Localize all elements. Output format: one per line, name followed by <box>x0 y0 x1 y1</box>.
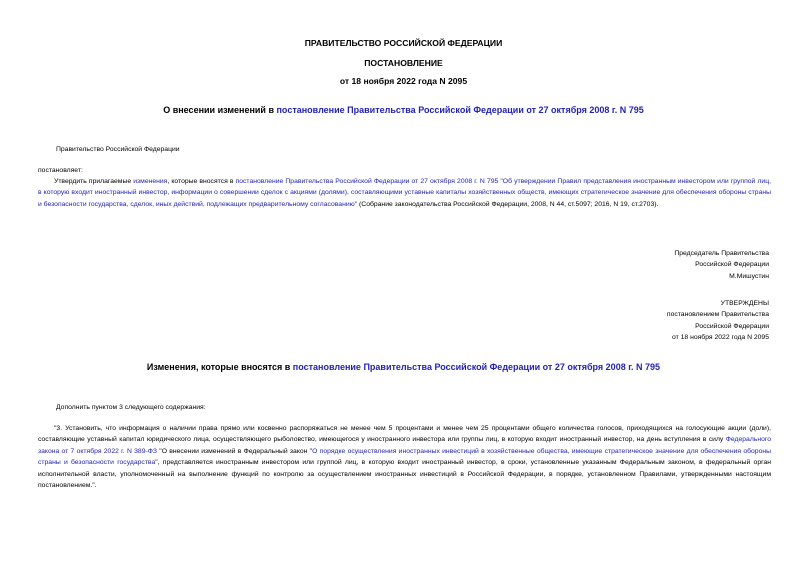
signature-title: Председатель Правительства <box>674 250 769 257</box>
signature-block <box>674 248 769 282</box>
foreign-investments-law-link[interactable]: О порядке осуществления иностранных инвестиций в хозяйственные общества, имеющие стратегическое значение для обеспечения обороны страны и безопасности государства <box>38 447 771 467</box>
document-type-heading: ПОСТАНОВЛЕНИЕ <box>364 58 443 68</box>
subject-prefix: О внесении изменений в <box>163 105 277 115</box>
paragraph-text: , которые вносятся в <box>167 178 236 185</box>
approved-label: УТВЕРЖДЕНЫ <box>720 300 769 307</box>
signature-country: Российской Федерации <box>695 261 769 269</box>
changes-title-link[interactable]: постановление Правительства Российской Федерации от 27 октября 2008 г. N 795 <box>292 362 661 372</box>
decree-paragraph <box>38 176 771 210</box>
document-subject <box>0 105 807 115</box>
government-label: Правительство Российской Федерации <box>56 146 180 153</box>
approved-date: от 18 ноября 2022 года N 2095 <box>672 334 769 342</box>
changes-intro: Дополнить пунктом 3 следующего содержания: <box>56 404 206 411</box>
paragraph-text: ", представляется иностранным инвестором или группой лиц, в которую входит иностранный инвестор, в сроки, установленные указанным Федеральным законом, в федеральный орган исполнительной власти, уполномоченный на выполнение функций по контролю за осуществлением иностранных инвестиций в Российской Федерации, в порядке, установленном Правилами, утвержденными настоящим постановлением.". <box>38 459 771 490</box>
changes-title <box>0 362 807 372</box>
approved-country: Российской Федерации <box>695 322 769 330</box>
changes-paragraph <box>38 423 771 491</box>
paragraph-text: "3. Установить, что информация о наличии права прямо или косвенно распоряжаться не менее чем 5 процентами и менее чем 25 процентами общего количества голосов, приходящихся на голосующие акции (доли), составляющие уставный капитал юридического лица, осуществляющего рыболовство, имеющегося у иностранного инвестора или группы лиц, в которую входит иностранный инвестор, на день вступления в силу <box>38 425 771 444</box>
federal-law-389-link[interactable]: Федерального закона от 7 октября 2022 г. N 389-ФЗ <box>38 436 771 455</box>
approval-block <box>667 298 769 344</box>
resolution-795-link[interactable]: постановление Правительства Российской Федерации от 27 октября 2008 г. N 795 "Об утверждении Правил представления иностранным инвестором или группой лиц, в которую входит иностранный инвестор, информации о совершении сделок с акциями (долями), составляющими уставные капиталы хозяйственных обществ, имеющих стратегическое значение для обеспечения обороны страны и безопасности государства, сделок, иных действий, подлежащих предварительному согласованию" <box>38 178 771 208</box>
paragraph-text: Утвердить прилагаемые <box>54 178 134 185</box>
government-heading: ПРАВИТЕЛЬСТВО РОССИЙСКОЙ ФЕДЕРАЦИИ <box>304 38 503 48</box>
decides-label: постановляет: <box>38 167 83 174</box>
subject-link[interactable]: постановление Правительства Российской Федерации от 27 октября 2008 г. N 795 <box>276 105 644 115</box>
changes-title-prefix: Изменения, которые вносятся в <box>146 362 293 372</box>
paragraph-text: (Собрание законодательства Российской Федерации, 2008, N 44, ст.5097; 2016, N 19, ст.2703). <box>357 200 659 208</box>
signature-name: М.Мишустин <box>729 272 769 280</box>
approved-by: постановлением Правительства <box>666 311 769 319</box>
paragraph-text: "О внесении изменений в Федеральный закон " <box>157 447 313 455</box>
changes-link[interactable]: изменения <box>133 178 168 185</box>
document-date-number: от 18 ноября 2022 года N 2095 <box>339 76 468 86</box>
